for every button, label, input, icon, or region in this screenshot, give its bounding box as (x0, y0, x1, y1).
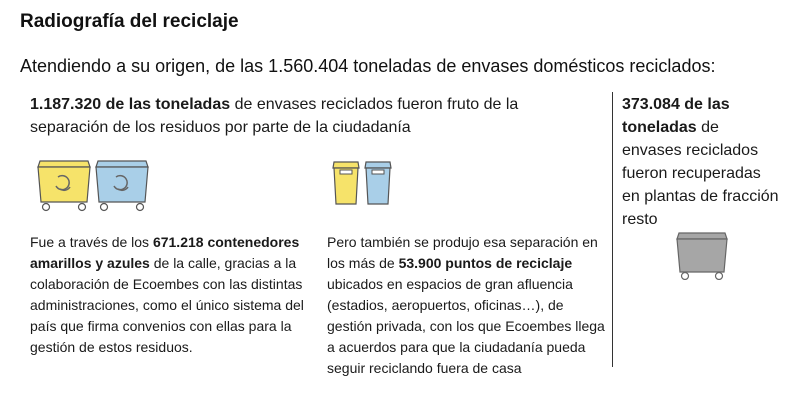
lead-rest: de envases reciclados fueron fruto de la separación de los residuos por parte de la ciudadanía (30, 96, 519, 136)
right-rest: de envases reciclados fueron recuperadas en plantas de fracción resto (622, 119, 779, 228)
vertical-divider (612, 92, 613, 367)
mid-para-text-2: ubicados en espacios de gran afluencia (estadios, aeropuertos, oficinas…), de gestión privada, con los que Ecoembes llega a acuerdos para que la ciudadanía pueda seguir reciclando fuera de casa (327, 276, 605, 376)
right-bold: 373.084 de las toneladas (622, 96, 730, 136)
mid-para-text-1: Pero también se produjo esa separación en los más de (327, 234, 598, 271)
lead-text (30, 93, 590, 139)
street-containers-paragraph (30, 232, 312, 358)
left-para-bold: 671.218 contenedores amarillos y azules (30, 234, 300, 271)
gray-waste-container-icon (673, 230, 731, 285)
recycling-points-paragraph (327, 232, 605, 379)
yellow-and-blue-recycling-containers-icon (30, 155, 160, 220)
subtitle: Atendiendo a su origen, de las 1.560.404 toneladas de envases domésticos reciclados: (20, 56, 716, 76)
left-para-text-1: Fue a través de los (30, 234, 153, 250)
right-text (622, 93, 782, 231)
left-para-text-2: de la calle, gracias a la colaboración de Ecoembes con las distintas administraciones, como el único sistema del país que firma convenios con ellas para la gestión de estos residuos. (30, 255, 304, 355)
mid-para-bold: 53.900 puntos de reciclaje (398, 255, 573, 271)
page-title: Radiografía del reciclaje (20, 11, 239, 32)
lead-bold: 1.187.320 de las toneladas (30, 96, 231, 113)
yellow-and-blue-recycling-bins-icon (330, 158, 396, 213)
